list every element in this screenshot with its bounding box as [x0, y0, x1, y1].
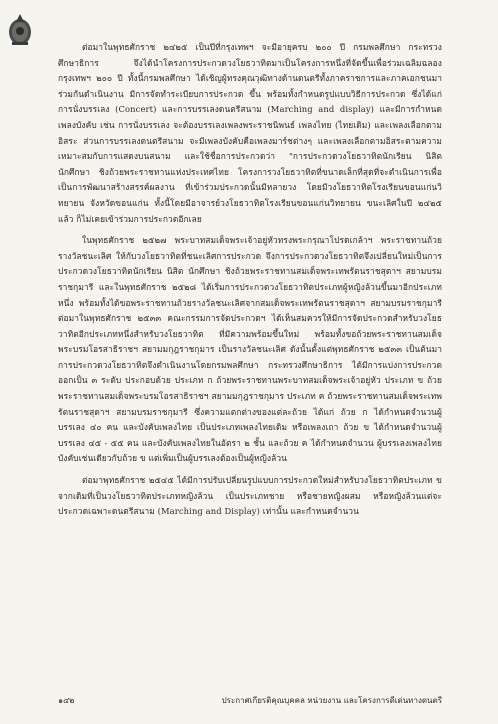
paragraph-3: ต่อมาพุทธศักราช ๒๕๔๕ ได้มีการปรับเปลี่ยนรูปแบบการประกวดใหม่สำหรับวงโยธวาทิตประเภท ข จากเดิมที่เป็นวงโยธวาทิตประเภทหญิงล้วน เป็นประเภทชาย หรือชายหญิงผสม หรือหญิงล้วนแต่จะประกวดเฉพาะดนตรีสนาม (Marching and Display) เท่านั้น และกำหนดจำนวน	[58, 475, 442, 517]
footer-title: ประกาศเกียรติคุณบุคคล หน่วยงาน และโครงการดีเด่นทางดนตรี	[221, 696, 442, 705]
page-number: ๑๔๒	[58, 696, 75, 705]
ministry-emblem-icon	[6, 12, 34, 48]
body-text	[58, 40, 442, 526]
paragraph-2: ในพุทธศักราช ๒๕๒๗ พระบาทสมเด็จพระเจ้าอยู่หัวทรงพระกรุณาโปรดเกล้าฯ พระราชทานถ้วยรางวัลชนะเลิศ ให้กับวงโยธวาทิตที่ชนะเลิศการประกวด จึงการประกวดวงโยธวาทิตจึงเปลี่ยนใหม่เป็นการประกวดวงโยธวาทิตนักเรียน นิสิต นักศึกษา ชิงถ้วยพระราชทานสมเด็จพระเทพรัตนราชสุดาฯ สยามบรมราชกุมารี และในพุทธศักราช ๒๕๒๘ ได้เริ่มการประกวดวงโยธวาทิตประเภทผู้หญิงล้วนขึ้นมาอีกประเภทหนึ่ง พร้อมทั้งได้ขอพระราชทานถ้วยรางวัลชนะเลิศจากสมเด็จพระเทพรัตนราชสุดาฯ สยามบรมราชกุมารี ต่อมาในพุทธศักราช ๒๕๓๓ คณะกรรมการจัดประกวดฯ ได้เห็นสมควรให้มีการจัดประกวดสำหรับวงโยธวาทิตอีกประเภทหนึ่งสำหรับวงโยธวาทิต ที่มีความพร้อมขึ้นใหม่ พร้อมทั้งขอถ้วยพระราชทานสมเด็จพระบรมโอรสาธิราชฯ สยามมกุฎราชกุมาร เป็นรางวัลชนะเลิศ ดังนั้นตั้งแต่พุทธศักราช ๒๕๓๓ เป็นต้นมาการประกวดวงโยธวาทิตจึงดำเนินงานโดยกรมพลศึกษา กระทรวงศึกษาธิการ ได้มีการแบ่งการประกวดออกเป็น ๓ ระดับ ประกอบด้วย ประเภท ก ถ้วยพระราชทานพระบาทสมเด็จพระเจ้าอยู่หัว ประเภท ข ถ้วยพระราชทานสมเด็จพระบรมโอรสาธิราชฯ สยามมกุฎราชกุมาร ประเภท ค ถ้วยพระราชทานสมเด็จพระเทพรัตนราชสุดาฯ สยามบรมราชกุมารี ซึ่งความแตกต่างของแต่ละถ้วย ได้แก่ ถ้วย ก ได้กำหนดจำนวนผู้บรรเลง ๔๐ คน และบังคับเพลงไทย เป็นประเภทเพลงไทยเดิม หรือเพลงเถา ถ้วย ข ได้กำหนดจำนวนผู้บรรเลง ๔๕ - ๕๕ คน และบังคับเพลงไทยในอัตรา ๒ ชั้น และถ้วย ค ได้กำหนดจำนวน ผู้บรรเลงเพลงไทยบังคับเช่นเดียวกับถ้วย ข แต่เพิ่มเป็นผู้บรรเลงต้องเป็นผู้หญิงล้วน	[58, 235, 442, 464]
page-footer	[58, 694, 442, 708]
paragraph-1: ต่อมาในพุทธศักราช ๒๔๒๕ เป็นปีที่กรุงเทพฯ จะมีอายุครบ ๒๐๐ ปี กรมพลศึกษา กระทรวงศึกษาธิการ จึงได้นำโครงการประกวดวงโยธวาทิตมาเป็นโครงการหนึ่งที่จัดขึ้นเพื่อร่วมเฉลิมฉลองกรุงเทพฯ ๒๐๐ ปี ทั้งนี้กรมพลศึกษา ได้เชิญผู้ทรงคุณวุฒิทางด้านดนตรีทั้งภาคราชการและภาคเอกชนมาร่วมกันดำเนินงาน มีการจัดทำระเบียบการประกวด ขึ้น พร้อมทั้งกำหนดรูปแบบวิธีการประกวด ซึ่งได้แก่ การนั่งบรรเลง (Concert) และการบรรเลงดนตรีสนาม (Marching and display) และมีการกำหนดเพลงบังคับ เช่น การนั่งบรรเลง จะต้องบรรเลงเพลงพระราชนิพนธ์ เพลงไทย (ไทยเดิม) และเพลงเลือกตามอิสระ ส่วนการบรรเลงดนตรีสนาม จะมีเพลงบังคับคือเพลงมาร์ชต่างๆ และเพลงเลือกตามอิสระตามความเหมาะสมกับการแสดงบนสนาม และใช้ชื่อการประกวดว่า "การประกวดวงโยธวาทิตนักเรียน นิสิต นักศึกษา ชิงถ้วยพระราชทานแห่งประเทศไทย โครงการวงโยธวาทิตที่ขนาดเล็กที่สุดที่จะดำเนินการเพื่อเป็นการพัฒนาสร้างสรรค์ผลงาน ที่เข้าร่วมประกวดนั้นมีหลายวง โดยมีวงโยธวาทิตโรงเรียนขอนแก่นวิทยายน จังหวัดขอนแก่น ทั้งนี้โดยมีอาจารย์วงโยธวาทิตโรงเรียนขอนแก่นวิทยายน ขนะเลิศในปี ๒๔๒๕ แล้ว ก็ไม่เคยเข้าร่วมการประกวดอีกเลย	[58, 42, 442, 224]
